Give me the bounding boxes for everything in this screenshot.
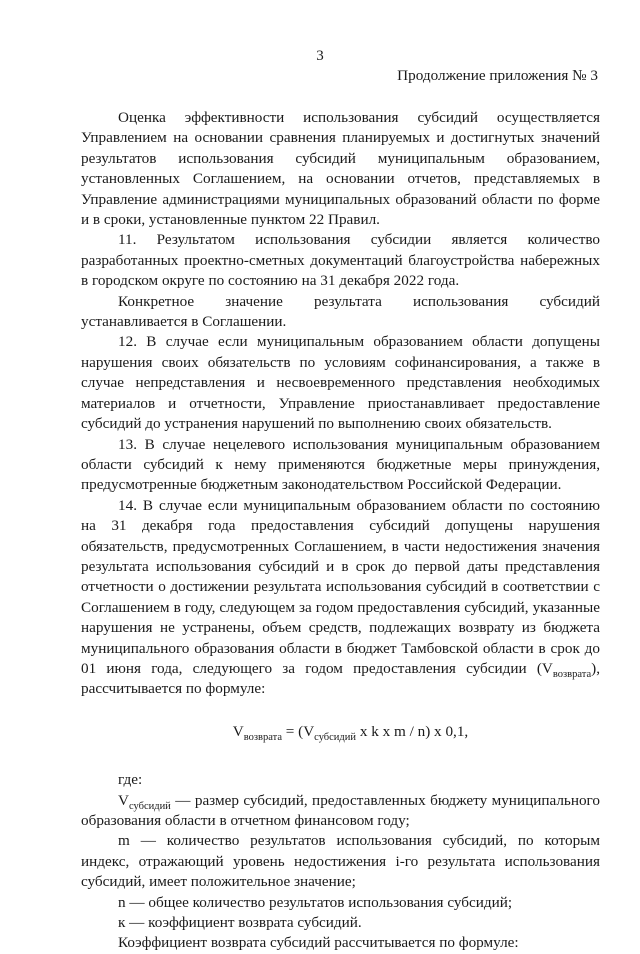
paragraph-11: 11. Результатом использования субсидии является количество разработанных проектно-сметных документаций благоустройства набережных в городском округе по состоянию на 31 декабря 2022 года.: [81, 231, 600, 290]
definition-m: m — количество результатов использования субсидий, по которым индекс, отражающий уровень недостижения i-го результата использования субсидий, имеет положительное значение;: [81, 832, 600, 891]
formula-subsidies-subscript: субсидий: [314, 731, 357, 743]
formula-mid: = (V: [281, 722, 315, 740]
where-label: где:: [118, 771, 143, 789]
paragraph-14-tail: ), рассчитывается по формуле:: [81, 659, 600, 698]
definition-v: V: [118, 791, 129, 809]
formula-tail: x k x m / n) x 0,1,: [356, 722, 469, 740]
definition-n: n — общее количество результатов использования субсидий;: [118, 893, 513, 911]
paragraph-14-subscript: возврата: [552, 668, 592, 680]
return-formula: [81, 722, 600, 742]
paragraph-14-text: 14. В случае если муниципальным образованием области по состоянию на 31 декабря года предоставления субсидий допущены нарушения обязательств, предусмотренных Соглашением, в части недостижения значения результата использования субсидий и в срок до первой даты представления отчетности о достижении результата использования субсидий в соответствии с Соглашением в году, следующем за годом предоставления субсидий, указанные нарушения не устранены, объем средств, подлежащих возврату из бюджета муниципального образования области в бюджет Тамбовской области в срок до 01 июня года, следующего за годом предоставления субсидии (V: [81, 496, 600, 677]
appendix-label: Продолжение приложения № 3: [397, 67, 598, 84]
paragraph-14: [81, 496, 600, 700]
coefficient-formula-intro: Коэффициент возврата субсидий рассчитывается по формуле:: [118, 934, 519, 952]
formula-v: V: [232, 722, 244, 740]
definition-v-subsidies: [81, 791, 600, 832]
definition-v-subscript: субсидий: [128, 800, 171, 812]
definition-k: к — коэффициент возврата субсидий.: [118, 914, 362, 932]
paragraph-evaluation: Оценка эффективности использования субсидий осуществляется Управлением на основании сравнения планируемых и достигнутых значений результатов использования субсидий муниципальным образованием, установленных Соглашением, на основании отчетов, представляемых в Управление администрациями муниципальных образований области по форме и в сроки, установленные пунктом 22 Правил.: [81, 109, 600, 229]
definition-v-text: — размер субсидий, предоставленных бюджету муниципального образования области в отчетном финансовом году;: [81, 791, 600, 829]
document-body: [81, 108, 600, 954]
paragraph-result-value: Конкретное значение результата использования субсидий устанавливается в Соглашении.: [81, 292, 600, 331]
paragraph-12: 12. В случае если муниципальным образованием области допущены нарушения своих обязательств по условиям софинансирования, а также в случае непредставления и несвоевременного представления необходимых материалов и отчетности, Управление приостанавливает предоставление субсидий до устранения нарушений по выполнению своих обязательств.: [81, 333, 600, 433]
page-number: 3: [316, 48, 324, 64]
formula-v-subscript: возврата: [243, 731, 282, 743]
paragraph-13: 13. В случае нецелевого использования муниципальным образованием области субсидий к нему применяются бюджетные меры принуждения, предусмотренные бюджетным законодательством Российской Федерации.: [81, 435, 600, 494]
